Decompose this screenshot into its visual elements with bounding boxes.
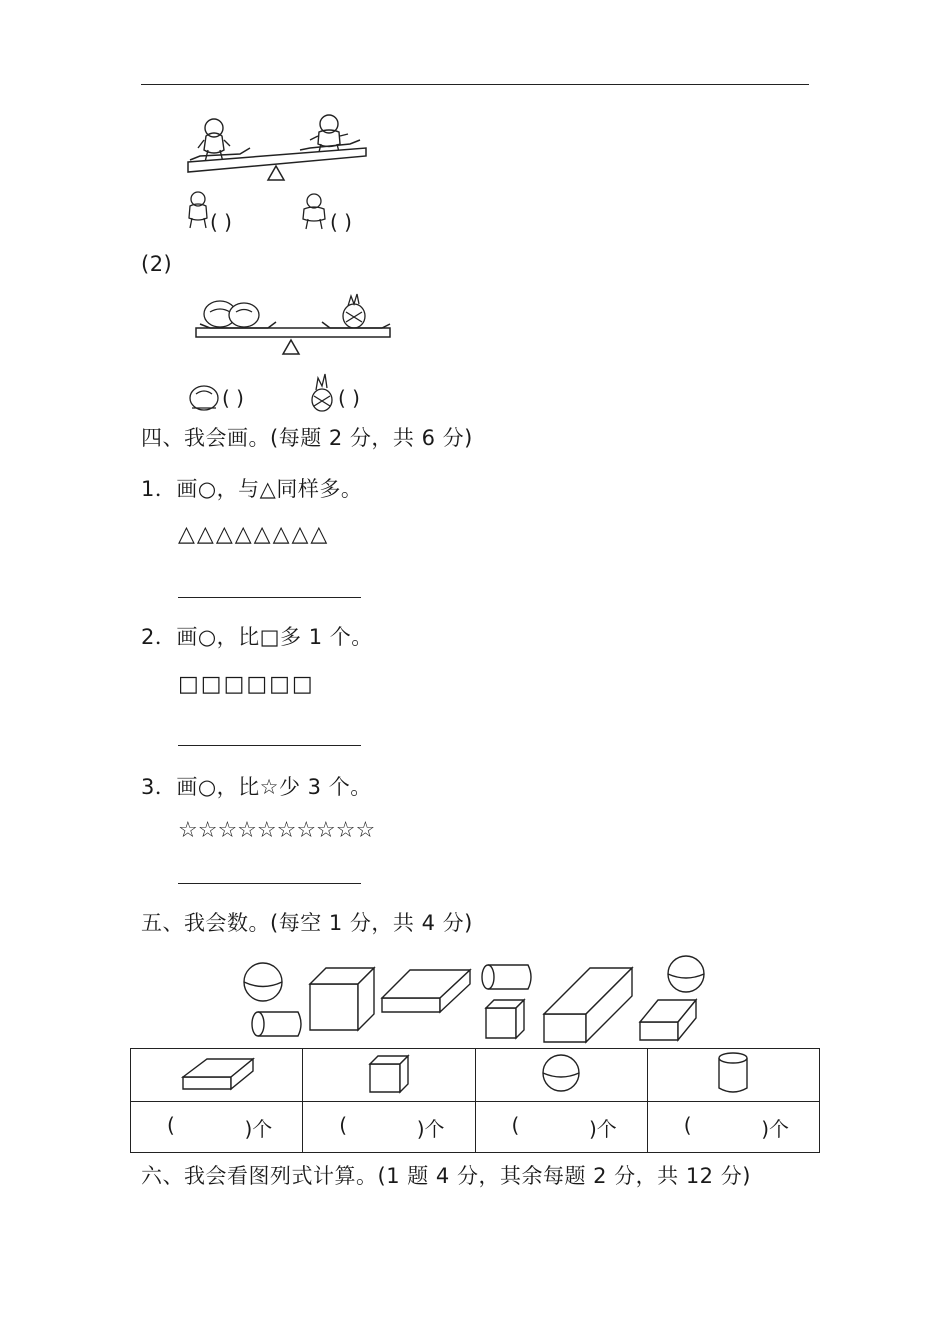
small-cuboid-shape bbox=[640, 1000, 696, 1040]
cylinder-shape bbox=[252, 1012, 301, 1036]
sphere-shape bbox=[244, 963, 282, 1001]
answer-cell-cuboid[interactable] bbox=[131, 1102, 303, 1153]
question-3-prompt: 3．画○，比☆少 3 个。 bbox=[141, 775, 372, 799]
paren-open: ( bbox=[683, 1112, 692, 1137]
answer-cell-cylinder[interactable] bbox=[647, 1102, 819, 1153]
answer-cell-sphere[interactable] bbox=[475, 1102, 647, 1153]
paren-close-unit: )个 bbox=[588, 1116, 617, 1141]
table-cell-cube bbox=[303, 1049, 475, 1102]
answer-cell-cube[interactable] bbox=[303, 1102, 475, 1153]
paren-open: ( bbox=[339, 1112, 348, 1137]
long-cuboid-shape bbox=[544, 968, 632, 1042]
paren-close-unit: )个 bbox=[244, 1116, 273, 1141]
flat-cuboid-shape bbox=[382, 970, 470, 1012]
cube-shape bbox=[310, 968, 374, 1030]
cuboid-icon bbox=[177, 1053, 257, 1093]
square-row: □□□□□□ bbox=[178, 672, 315, 697]
table-shape-row bbox=[131, 1049, 820, 1102]
table-cell-sphere bbox=[475, 1049, 647, 1102]
paren-close-unit: )个 bbox=[416, 1116, 445, 1141]
question-2-prompt: 2．画○，比□多 1 个。 bbox=[141, 625, 373, 649]
sphere-icon bbox=[539, 1051, 583, 1095]
solid-shapes-collection bbox=[240, 958, 720, 1046]
blank-child-left[interactable]: ( ) bbox=[210, 210, 232, 234]
answer-line-2[interactable] bbox=[178, 745, 361, 746]
section-6-title: 六、我会看图列式计算。(1 题 4 分，其余每题 2 分，共 12 分) bbox=[141, 1164, 751, 1188]
paren-close-unit: )个 bbox=[761, 1116, 789, 1141]
peach-icon bbox=[186, 380, 226, 414]
cylinder-icon bbox=[713, 1050, 753, 1096]
paren-open: ( bbox=[167, 1112, 175, 1137]
subquestion-label: (2) bbox=[141, 252, 173, 276]
cylinder-shape-2 bbox=[482, 965, 531, 989]
blank-pineapple[interactable]: ( ) bbox=[338, 386, 360, 410]
cube-icon bbox=[364, 1052, 414, 1094]
star-row: ☆☆☆☆☆☆☆☆☆☆ bbox=[178, 818, 376, 843]
cube-shape-2 bbox=[486, 1000, 524, 1038]
count-table bbox=[130, 1048, 820, 1153]
answer-line-3[interactable] bbox=[178, 883, 361, 884]
pineapple bbox=[343, 294, 365, 328]
pineapple-icon bbox=[306, 372, 340, 414]
table-cell-cylinder bbox=[647, 1049, 819, 1102]
seesaw-people-illustration bbox=[180, 110, 380, 190]
blank-peach[interactable]: ( ) bbox=[222, 386, 244, 410]
answer-line-1[interactable] bbox=[178, 597, 361, 598]
seesaw-board bbox=[188, 140, 366, 180]
question-1-prompt: 1．画○，与△同样多。 bbox=[141, 477, 363, 501]
triangle-row: △△△△△△△△ bbox=[178, 522, 330, 547]
table-cell-cuboid bbox=[131, 1049, 303, 1102]
section-5-title: 五、我会数。(每空 1 分，共 4 分) bbox=[141, 911, 473, 935]
top-rule bbox=[141, 84, 809, 85]
table-answer-row bbox=[131, 1102, 820, 1153]
blank-child-right[interactable]: ( ) bbox=[330, 210, 352, 234]
sphere-shape-2 bbox=[668, 956, 704, 992]
peach-pair bbox=[204, 301, 259, 327]
paren-open: ( bbox=[511, 1112, 520, 1137]
seesaw-fruit-illustration bbox=[190, 290, 400, 360]
section-4-title: 四、我会画。(每题 2 分，共 6 分) bbox=[141, 426, 473, 450]
